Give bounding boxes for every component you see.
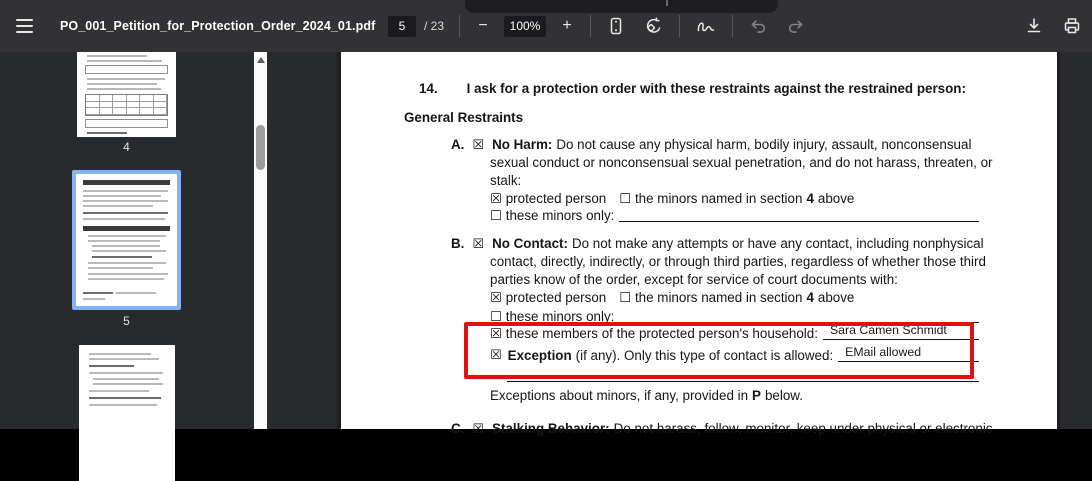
item-14-heading: 14. I ask for a protection order with these restraints against the restrained person: xyxy=(419,81,966,96)
blank-underline xyxy=(619,307,979,323)
item-b-line1: B. ☒ No Contact: Do not make any attempts or have any contact, including nonphysical xyxy=(451,236,984,252)
filled-underline xyxy=(838,346,979,362)
redo-icon[interactable] xyxy=(786,16,806,36)
fit-to-page-icon[interactable] xyxy=(606,16,626,36)
thumbnail-page-5-selected[interactable] xyxy=(72,170,181,310)
menu-icon[interactable] xyxy=(16,15,38,37)
thumbnail-page-4[interactable] xyxy=(77,52,176,137)
toolbar xyxy=(0,0,1092,52)
blank-underline xyxy=(507,381,979,382)
download-icon[interactable] xyxy=(1024,16,1044,36)
household-members-line: ☒ these members of the protected person's household: Sara Camen Schmidt xyxy=(490,324,979,342)
thumbnail-page-6[interactable] xyxy=(79,345,175,481)
thumbnail-page-4-label: 4 xyxy=(123,140,130,154)
exception-line: ☒ Exception (if any). Only this type of contact is allowed: EMail allowed xyxy=(490,346,979,364)
item-b-these-minors-line: ☐ these minors only: xyxy=(490,307,979,325)
item-a-line1: A. ☒ No Harm: Do not cause any physical harm, bodily injury, assault, nonconsensual xyxy=(451,137,972,153)
item-b-line2: contact, directly, indirectly, or through third parties, regardless of whether those third xyxy=(490,254,986,269)
exception-value: EMail allowed xyxy=(845,345,922,359)
document-viewer xyxy=(267,52,1092,437)
print-icon[interactable] xyxy=(1062,16,1082,36)
filled-underline xyxy=(823,324,979,340)
draw-icon[interactable] xyxy=(695,16,717,36)
toolbar-separator xyxy=(590,15,591,37)
document-filename: PO_001_Petition_for_Protection_Order_2024_01.pdf xyxy=(60,19,376,33)
sidebar-scrollbar[interactable] xyxy=(254,52,267,429)
blank-underline xyxy=(619,206,979,222)
pdf-page-5 xyxy=(337,52,1060,437)
content-area xyxy=(0,52,1092,437)
item-a-these-minors-line: ☐ these minors only: xyxy=(490,206,979,224)
minors-exception-note: Exceptions about minors, if any, provided in P below. xyxy=(490,388,803,403)
item-a-checkboxes: ☒ protected person ☐ the minors named in section 4 above xyxy=(490,191,855,206)
toolbar-separator xyxy=(459,15,460,37)
item-b-checkboxes: ☒ protected person ☐ the minors named in section 4 above xyxy=(490,290,855,305)
thumbnail-page-5-label: 5 xyxy=(123,314,130,328)
sidebar-scrollbar-thumb[interactable] xyxy=(256,125,265,170)
toolbar-separator xyxy=(732,15,733,37)
thumbnail-sidebar xyxy=(0,52,267,429)
item-c-line1: C. ☒ Stalking Behavior: Do not harass, follow, monitor, keep under physical or electronic xyxy=(451,421,993,437)
toolbar-left xyxy=(16,0,375,52)
scrollbar-up-arrow-icon[interactable] xyxy=(257,57,265,63)
page-total-label: / 23 xyxy=(424,19,445,33)
zoom-out-button[interactable]: − xyxy=(475,17,491,35)
section-title: General Restraints xyxy=(404,110,524,125)
zoom-in-button[interactable]: + xyxy=(559,17,575,35)
page-number-input[interactable]: 5 xyxy=(388,16,416,37)
item-a-line3: stalk: xyxy=(490,173,522,188)
item-a-line2: sexual conduct or nonconsensual sexual penetration, and do not harass, threaten, or xyxy=(490,155,993,170)
toolbar-right xyxy=(1024,0,1082,52)
household-value: Sara Camen Schmidt xyxy=(829,323,947,337)
undo-icon[interactable] xyxy=(748,16,768,36)
item-b-line3: parties know of the order, except for service of court documents with: xyxy=(490,272,898,287)
zoom-level-value[interactable]: 100% xyxy=(504,16,546,37)
toolbar-separator xyxy=(679,15,680,37)
rotate-icon[interactable] xyxy=(644,16,664,36)
toolbar-center xyxy=(388,0,806,52)
